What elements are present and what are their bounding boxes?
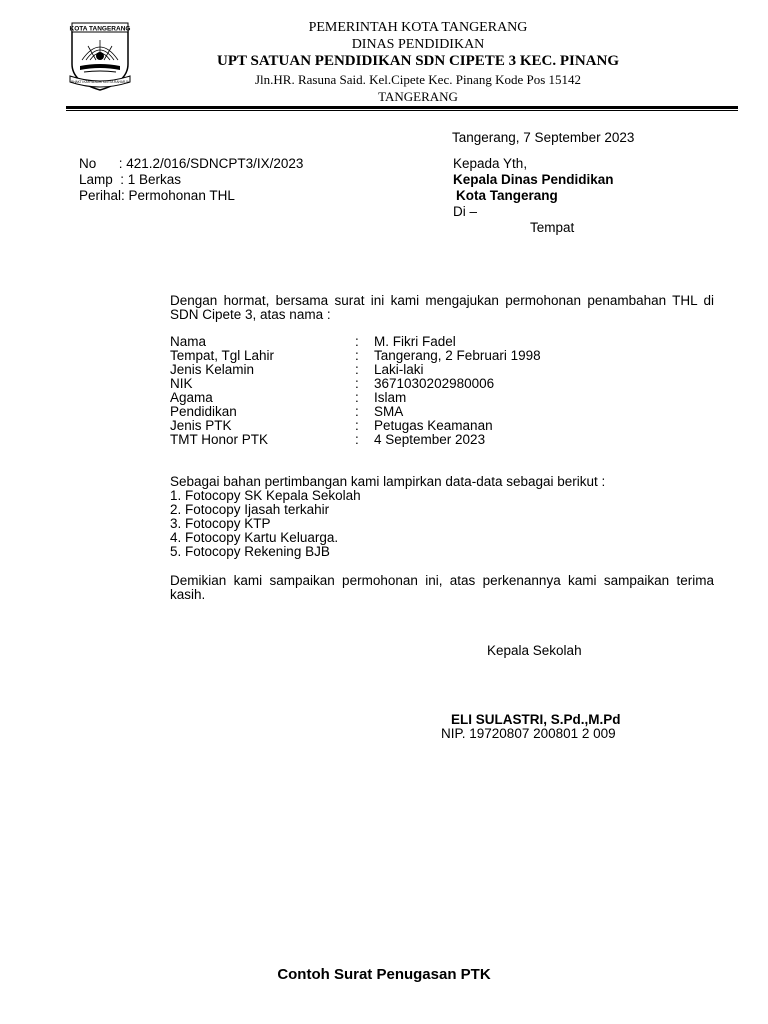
recipient-city: Kota Tangerang (456, 188, 558, 203)
letterhead-divider-thick (66, 106, 738, 109)
field-value-ttl: Tangerang, 2 Februari 1998 (374, 348, 541, 363)
body-closing: Demikian kami sampaikan permohonan ini, atas perkenannya kami sampaikan terima kasih. (170, 573, 714, 602)
attachment-item: 1. Fotocopy SK Kepala Sekolah (170, 488, 361, 503)
field-label-ttl: Tempat, Tgl Lahir (170, 348, 275, 363)
field-colon: : (355, 348, 359, 363)
field-colon: : (355, 334, 359, 349)
signature-nip: NIP. 19720807 200801 2 009 (441, 726, 616, 741)
field-value-education: SMA (374, 404, 404, 419)
field-colon: : (355, 404, 359, 419)
field-colon: : (355, 418, 359, 433)
field-label-ptk-type: Jenis PTK (170, 418, 232, 433)
attachment-item: 3. Fotocopy KTP (170, 516, 271, 531)
letterhead-department: DINAS PENDIDIKAN (351, 37, 485, 52)
attachment-item: 5. Fotocopy Rekening BJB (170, 544, 330, 559)
letterhead-address: Jln.HR. Rasuna Said. Kel.Cipete Kec. Pinang Kode Pos 15142 (254, 72, 582, 87)
field-label-tmt: TMT Honor PTK (170, 432, 269, 447)
field-value-nama: M. Fikri Fadel (374, 334, 456, 349)
recipient-di: Di – (453, 204, 478, 219)
field-value-nik: 3671030202980006 (374, 376, 495, 391)
attachment-item: 2. Fotocopy Ijasah terkahir (170, 502, 330, 517)
letterhead-school-name: UPT SATUAN PENDIDIKAN SDN CIPETE 3 KEC. PINANG (217, 53, 619, 69)
recipient-place: Tempat (530, 220, 575, 235)
field-label-education: Pendidikan (170, 404, 237, 419)
letterhead-divider-thin (66, 110, 738, 111)
field-label-nama: Nama (170, 334, 207, 349)
signature-name: ELI SULASTRI, S.Pd.,M.Pd (451, 712, 621, 727)
letterhead-city: TANGERANG (378, 89, 458, 104)
body-intro: Dengan hormat, bersama surat ini kami mengajukan permohonan penambahan THL di SDN Cipete 3, atas nama : (170, 293, 714, 322)
signature-title: Kepala Sekolah (487, 643, 582, 658)
field-label-religion: Agama (170, 390, 213, 405)
field-value-gender: Laki-laki (374, 362, 424, 377)
field-value-ptk-type: Petugas Keamanan (374, 418, 493, 433)
letter-subject: Perihal: Permohonan THL (79, 188, 235, 203)
field-value-religion: Islam (374, 390, 407, 405)
field-colon: : (355, 432, 359, 447)
logo-motto: BHAKTI KARYA ADHI KERTA RAHARJA (71, 80, 129, 84)
field-label-gender: Jenis Kelamin (170, 362, 255, 377)
recipient-name: Kepala Dinas Pendidikan (453, 172, 614, 187)
field-label-nik: NIK (170, 376, 193, 391)
recipient-greeting: Kepada Yth, (453, 156, 528, 171)
attachment-item: 4. Fotocopy Kartu Keluarga. (170, 530, 339, 545)
document-caption: Contoh Surat Penugasan PTK (277, 966, 491, 983)
letter-number: No : 421.2/016/SDNCPT3/IX/2023 (79, 156, 304, 171)
letter-attachment-count: Lamp : 1 Berkas (79, 172, 182, 187)
letter-date: Tangerang, 7 September 2023 (452, 130, 635, 145)
field-colon: : (355, 362, 359, 377)
letterhead-government: PEMERINTAH KOTA TANGERANG (308, 20, 528, 35)
field-value-tmt: 4 September 2023 (374, 432, 486, 447)
logo-label: KOTA TANGERANG (69, 25, 131, 33)
field-colon: : (355, 376, 359, 391)
attachments-intro: Sebagai bahan pertimbangan kami lampirkan data-data sebagai berikut : (170, 474, 606, 489)
field-colon: : (355, 390, 359, 405)
